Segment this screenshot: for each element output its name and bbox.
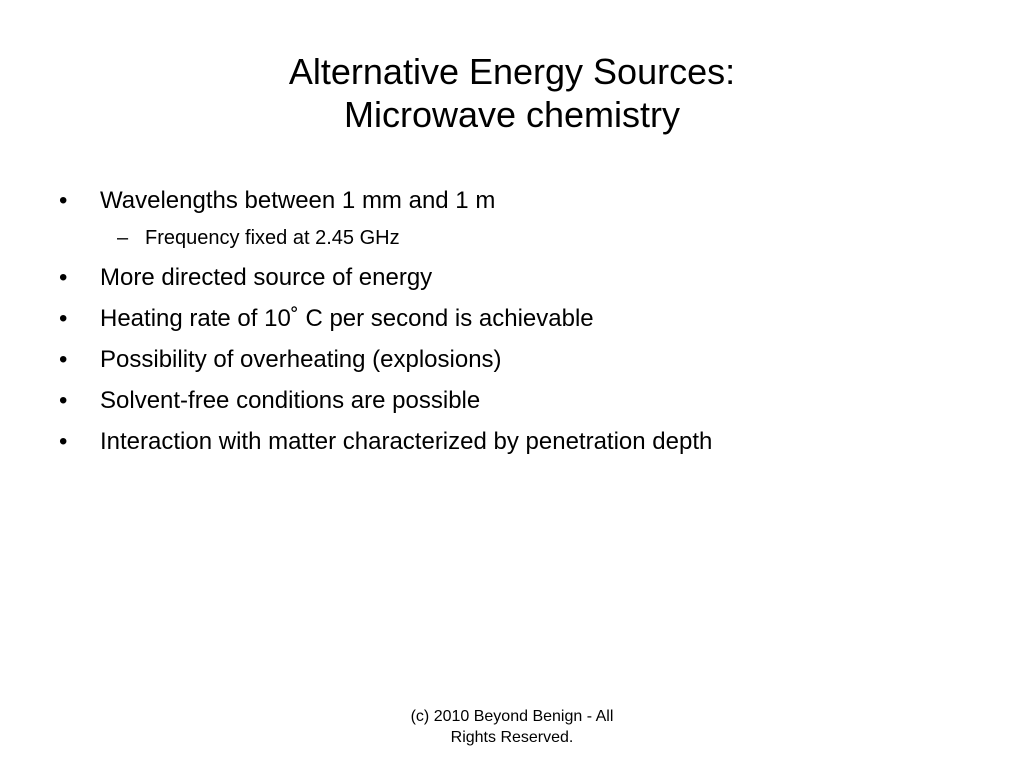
bullet-marker: • xyxy=(59,187,68,214)
slide-title-line-2: Microwave chemistry xyxy=(343,94,681,135)
bullet-text: Wavelengths between 1 mm and 1 m xyxy=(100,187,496,214)
bullet-text: Possibility of overheating (explosions) xyxy=(100,346,502,373)
bullet-item xyxy=(0,180,1024,221)
slide-title-line-1: Alternative Energy Sources: xyxy=(288,51,736,92)
copyright-line-1: (c) 2010 Beyond Benign - All xyxy=(410,708,614,725)
bullet-item xyxy=(0,339,1024,380)
copyright-line-2: Rights Reserved. xyxy=(450,729,574,746)
bullet-text: Interaction with matter characterized by penetration depth xyxy=(100,428,713,455)
bullet-marker: • xyxy=(59,346,68,373)
bullet-list xyxy=(0,180,1024,462)
sub-bullet-text: Frequency fixed at 2.45 GHz xyxy=(145,227,400,249)
bullet-text: Solvent-free conditions are possible xyxy=(100,387,481,414)
bullet-marker: • xyxy=(59,264,68,291)
bullet-item xyxy=(0,380,1024,421)
bullet-marker: • xyxy=(59,428,68,455)
bullet-item xyxy=(0,298,1024,339)
bullet-marker: • xyxy=(59,387,68,414)
bullet-text: Heating rate of 10˚ C per second is achievable xyxy=(100,305,594,332)
bullet-text: More directed source of energy xyxy=(100,264,433,291)
bullet-marker: • xyxy=(59,305,68,332)
bullet-item xyxy=(0,421,1024,462)
sub-bullet-item xyxy=(0,219,1024,257)
sub-bullet-marker: – xyxy=(117,227,129,249)
copyright-footer xyxy=(362,706,662,748)
bullet-item xyxy=(0,257,1024,298)
slide-title xyxy=(0,50,1024,136)
